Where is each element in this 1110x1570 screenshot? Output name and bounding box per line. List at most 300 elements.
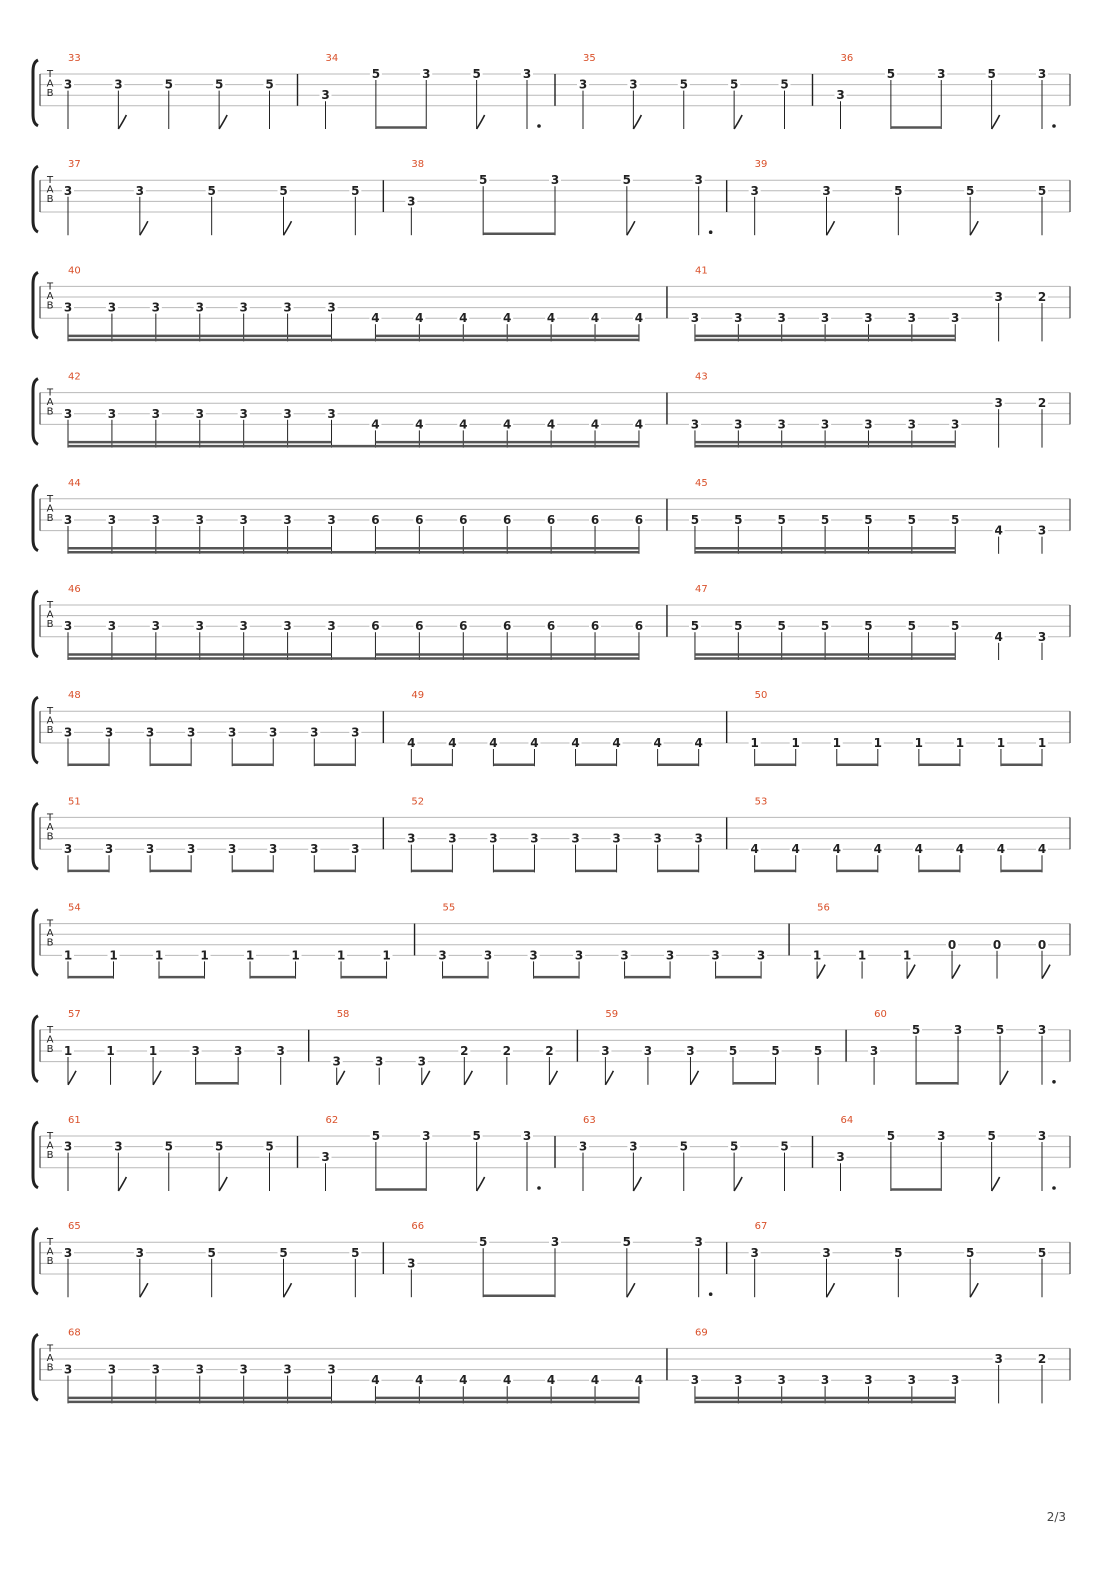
- fret-number: 1: [63, 1044, 73, 1058]
- dotted-rhythm-dot: [1052, 1186, 1056, 1190]
- fret-number: 3: [756, 948, 766, 963]
- tab-clef-letter: A: [46, 609, 54, 621]
- fret-number: 3: [63, 183, 73, 198]
- eighth-flag: [422, 1071, 430, 1085]
- fret-number: 3: [228, 725, 237, 740]
- fret-number: 1: [914, 736, 924, 750]
- fret-number: 3: [448, 831, 457, 846]
- dotted-rhythm-dot: [709, 230, 713, 234]
- system-bracket: [33, 1122, 38, 1188]
- system-bracket: [33, 697, 38, 763]
- fret-number: 3: [310, 842, 319, 857]
- fret-number: 5: [965, 183, 975, 198]
- measure-number: 53: [754, 796, 768, 808]
- fret-number: 4: [415, 417, 424, 432]
- fret-number: 3: [107, 406, 117, 421]
- tab-clef-letter: B: [46, 937, 54, 949]
- fret-number: 6: [590, 619, 600, 634]
- fret-number: 1: [832, 736, 841, 750]
- fret-number: 3: [321, 88, 330, 103]
- dotted-rhythm-dot: [1052, 1080, 1056, 1084]
- fret-number: 4: [694, 736, 703, 750]
- fret-number: 5: [907, 619, 917, 634]
- measure-number: 52: [411, 796, 425, 808]
- fret-number: 1: [154, 948, 164, 963]
- fret-number: 1: [63, 948, 73, 963]
- fret-number: 3: [63, 77, 73, 92]
- fret-number: 5: [207, 1245, 216, 1260]
- dotted-rhythm-dot: [709, 1292, 713, 1296]
- tab-clef-letter: A: [46, 928, 54, 940]
- tab-clef-letter: A: [46, 1140, 54, 1152]
- fret-number: 3: [690, 311, 700, 326]
- fret-number: 4: [955, 842, 965, 857]
- fret-number: 5: [729, 1139, 739, 1154]
- fret-number: 3: [522, 1129, 532, 1143]
- tab-clef-letter: T: [46, 918, 54, 930]
- fret-number: 4: [407, 736, 416, 750]
- fret-number: 5: [351, 183, 360, 198]
- fret-number: 5: [622, 173, 632, 188]
- fret-number: 2: [502, 1044, 512, 1058]
- measure-number: 68: [68, 1327, 81, 1339]
- fret-number: 3: [530, 831, 539, 846]
- fret-number: 4: [873, 842, 882, 857]
- fret-number: 5: [729, 77, 739, 92]
- eighth-flag: [817, 965, 825, 979]
- fret-number: 4: [546, 417, 556, 432]
- fret-number: 3: [276, 1044, 285, 1058]
- measure-number: 46: [68, 584, 81, 595]
- tab-clef-letter: T: [46, 1131, 54, 1142]
- fret-number: 4: [832, 842, 841, 857]
- eighth-flag: [219, 115, 227, 129]
- fret-number: 2: [460, 1044, 469, 1058]
- fret-number: 3: [578, 77, 588, 92]
- fret-number: 3: [63, 842, 73, 857]
- fret-number: 3: [629, 77, 638, 92]
- fret-number: 3: [571, 831, 580, 846]
- fret-number: 3: [63, 725, 73, 740]
- fret-number: 5: [1037, 1245, 1047, 1260]
- eighth-flag: [970, 1283, 978, 1297]
- fret-number: 5: [1037, 183, 1047, 198]
- fret-number: 3: [327, 406, 336, 421]
- fret-number: 5: [777, 513, 786, 527]
- eighth-flag: [605, 1071, 613, 1085]
- fret-number: 5: [265, 77, 274, 92]
- eighth-flag: [284, 221, 292, 235]
- fret-number: 3: [195, 300, 204, 315]
- fret-number: 3: [750, 1245, 759, 1260]
- measure-number: 35: [583, 53, 596, 64]
- fret-number: 3: [994, 396, 1003, 411]
- fret-number: 3: [63, 1362, 73, 1377]
- fret-number: 3: [195, 619, 204, 634]
- fret-number: 3: [1037, 523, 1047, 538]
- fret-number: 5: [164, 77, 173, 92]
- fret-number: 5: [734, 619, 743, 634]
- fret-number: 3: [351, 725, 360, 740]
- tab-clef-letter: B: [46, 512, 54, 524]
- fret-number: 3: [612, 831, 621, 846]
- tab-clef-letter: A: [46, 1246, 54, 1258]
- tab-clef-letter: A: [46, 184, 54, 196]
- eighth-flag: [153, 1071, 161, 1085]
- fret-number: 3: [327, 1362, 336, 1377]
- tab-clef-letter: T: [46, 1237, 54, 1249]
- tab-clef-letter: T: [46, 175, 54, 187]
- fret-number: 1: [791, 736, 800, 750]
- eighth-flag: [337, 1071, 345, 1085]
- fret-number: 3: [407, 194, 416, 209]
- fret-number: 5: [279, 183, 288, 198]
- fret-number: 3: [195, 513, 204, 527]
- eighth-flag: [992, 1177, 1000, 1191]
- fret-number: 3: [864, 311, 873, 326]
- fret-number: 5: [951, 513, 960, 527]
- system-bracket: [33, 910, 38, 976]
- fret-number: 3: [690, 1373, 700, 1388]
- dotted-rhythm-dot: [537, 124, 541, 128]
- fret-number: 5: [777, 619, 786, 634]
- system-bracket: [33, 1334, 38, 1400]
- fret-number: 3: [953, 1022, 963, 1037]
- fret-number: 3: [191, 1044, 200, 1058]
- fret-number: 5: [987, 67, 996, 81]
- measure-number: 43: [694, 371, 708, 383]
- page-number: 2/3: [1046, 1510, 1066, 1524]
- fret-number: 3: [283, 406, 292, 421]
- fret-number: 1: [148, 1044, 158, 1058]
- fret-number: 5: [472, 67, 481, 81]
- measure-number: 59: [605, 1008, 619, 1020]
- fret-number: 3: [1037, 1129, 1047, 1143]
- fret-number: 3: [694, 831, 703, 846]
- fret-number: 5: [351, 1245, 360, 1260]
- fret-number: 3: [694, 1235, 703, 1250]
- fret-number: 4: [546, 1373, 556, 1388]
- fret-number: 3: [283, 1362, 292, 1377]
- eighth-flag: [219, 1177, 227, 1191]
- fret-number: 3: [186, 725, 196, 740]
- fret-number: 4: [996, 842, 1006, 857]
- measure-number: 38: [411, 159, 425, 171]
- fret-number: 3: [327, 513, 336, 527]
- fret-number: 6: [503, 619, 512, 634]
- measure-number: 62: [325, 1115, 339, 1126]
- fret-number: 3: [332, 1054, 341, 1069]
- fret-number: 3: [529, 948, 538, 963]
- measure-number: 34: [325, 53, 339, 64]
- fret-number: 5: [771, 1044, 780, 1058]
- fret-number: 3: [239, 1362, 248, 1377]
- fret-number: 3: [195, 406, 204, 421]
- tab-clef-letter: B: [46, 88, 54, 99]
- eighth-flag: [284, 1283, 292, 1297]
- fret-number: 3: [239, 513, 248, 527]
- eighth-flag: [690, 1071, 698, 1085]
- system-bracket: [33, 485, 38, 551]
- fret-number: 3: [711, 948, 720, 963]
- fret-number: 1: [106, 1044, 115, 1058]
- tab-clef-letter: A: [46, 1352, 54, 1364]
- eighth-flag: [464, 1071, 472, 1085]
- measure-number: 55: [442, 902, 456, 914]
- tab-clef-letter: B: [46, 619, 54, 630]
- measure-number: 47: [694, 584, 708, 595]
- fret-number: 3: [151, 1362, 161, 1377]
- fret-number: 6: [634, 513, 644, 527]
- fret-number: 3: [327, 619, 336, 634]
- measure-number: 42: [68, 371, 81, 383]
- eighth-flag: [1000, 1071, 1008, 1085]
- fret-number: 3: [151, 406, 161, 421]
- measure-number: 56: [817, 902, 830, 914]
- eighth-flag: [952, 965, 960, 979]
- fret-number: 4: [1037, 842, 1047, 857]
- fret-number: 5: [622, 1235, 632, 1250]
- fret-number: 5: [951, 619, 960, 634]
- fret-number: 3: [438, 948, 447, 963]
- fret-number: 3: [114, 1139, 123, 1154]
- fret-number: 3: [994, 290, 1003, 304]
- measure-number: 48: [68, 690, 81, 702]
- fret-number: 3: [186, 842, 196, 857]
- tab-clef-letter: B: [46, 1362, 54, 1374]
- fret-number: 5: [995, 1022, 1005, 1037]
- fret-number: 3: [937, 67, 946, 81]
- tab-clef-letter: A: [46, 1034, 54, 1046]
- fret-number: 4: [634, 311, 644, 326]
- fret-number: 3: [734, 1373, 743, 1388]
- fret-number: 6: [546, 619, 556, 634]
- fret-number: 4: [503, 311, 512, 326]
- fret-number: 4: [448, 736, 457, 750]
- measure-number: 44: [68, 477, 81, 489]
- eighth-flag: [907, 965, 915, 979]
- measure-number: 49: [411, 690, 425, 702]
- fret-number: 3: [550, 1235, 560, 1250]
- fret-number: 5: [780, 77, 789, 92]
- fret-number: 3: [151, 513, 161, 527]
- fret-number: 1: [873, 736, 882, 750]
- fret-number: 5: [164, 1139, 173, 1154]
- eighth-flag: [633, 115, 641, 129]
- fret-number: 4: [415, 1373, 424, 1388]
- tab-clef-letter: T: [46, 600, 54, 611]
- tab-clef-letter: A: [46, 503, 54, 515]
- tab-clef-letter: B: [46, 406, 54, 418]
- fret-number: 5: [894, 183, 903, 198]
- fret-number: 3: [107, 300, 117, 315]
- fret-number: 3: [734, 417, 743, 432]
- fret-number: 3: [907, 311, 917, 326]
- fret-number: 1: [857, 948, 867, 963]
- fret-number: 3: [907, 417, 917, 432]
- tab-clef-letter: B: [46, 831, 54, 843]
- fret-number: 4: [590, 311, 600, 326]
- dotted-rhythm-dot: [1052, 124, 1056, 128]
- fret-number: 5: [279, 1245, 288, 1260]
- fret-number: 3: [283, 513, 292, 527]
- fret-number: 2: [1037, 290, 1047, 304]
- fret-number: 3: [114, 77, 123, 92]
- fret-number: 3: [107, 619, 117, 634]
- fret-number: 3: [63, 1139, 73, 1154]
- fret-number: 3: [239, 406, 248, 421]
- measure-number: 66: [411, 1221, 425, 1233]
- tab-clef-letter: B: [46, 1043, 54, 1055]
- fret-number: 3: [283, 619, 292, 634]
- measure-number: 67: [754, 1221, 768, 1233]
- fret-number: 3: [734, 311, 743, 326]
- tab-clef-letter: T: [46, 69, 54, 80]
- eighth-flag: [477, 1177, 485, 1191]
- tab-clef-letter: B: [46, 1256, 54, 1268]
- tab-clef-letter: B: [46, 1150, 54, 1161]
- fret-number: 3: [686, 1044, 695, 1058]
- fret-number: 3: [1037, 67, 1047, 81]
- fret-number: 1: [996, 736, 1006, 750]
- fret-number: 5: [886, 67, 896, 81]
- fret-number: 4: [371, 311, 380, 326]
- fret-number: 4: [653, 736, 662, 750]
- system-bracket: [33, 60, 38, 126]
- fret-number: 0: [992, 937, 1002, 952]
- fret-number: 0: [1037, 937, 1047, 952]
- fret-number: 5: [911, 1022, 921, 1037]
- fret-number: 4: [634, 417, 644, 432]
- fret-number: 4: [530, 736, 539, 750]
- fret-number: 1: [291, 948, 300, 963]
- fret-number: 3: [239, 300, 248, 315]
- eighth-flag: [827, 1283, 835, 1297]
- tab-clef-letter: A: [46, 397, 54, 409]
- system-bracket: [33, 803, 38, 869]
- fret-number: 5: [820, 513, 830, 527]
- fret-number: 3: [1037, 629, 1047, 644]
- fret-number: 5: [478, 173, 488, 188]
- fret-number: 5: [886, 1129, 896, 1143]
- measure-number: 33: [68, 53, 81, 64]
- fret-number: 3: [690, 417, 700, 432]
- fret-number: 3: [620, 948, 629, 963]
- fret-number: 4: [914, 842, 924, 857]
- fret-number: 5: [214, 1139, 224, 1154]
- fret-number: 3: [63, 513, 73, 527]
- fret-number: 6: [634, 619, 644, 634]
- fret-number: 3: [653, 831, 662, 846]
- fret-number: 5: [265, 1139, 274, 1154]
- fret-number: 5: [813, 1044, 823, 1058]
- fret-number: 5: [679, 77, 688, 92]
- measure-number: 64: [840, 1115, 854, 1126]
- fret-number: 5: [864, 513, 873, 527]
- fret-number: 6: [590, 513, 600, 527]
- tab-clef-letter: T: [46, 706, 54, 718]
- fret-number: 3: [869, 1044, 879, 1058]
- eighth-flag: [1042, 965, 1050, 979]
- fret-number: 5: [679, 1139, 688, 1154]
- fret-number: 3: [1037, 1022, 1047, 1037]
- fret-number: 4: [459, 311, 468, 326]
- measure-number: 51: [68, 796, 81, 808]
- fret-number: 5: [864, 619, 873, 634]
- fret-number: 4: [634, 1373, 644, 1388]
- fret-number: 3: [233, 1044, 243, 1058]
- fret-number: 5: [472, 1129, 481, 1143]
- fret-number: 3: [407, 1256, 416, 1271]
- fret-number: 3: [239, 619, 248, 634]
- system-bracket: [33, 166, 38, 232]
- eighth-flag: [627, 1283, 635, 1297]
- system-bracket: [33, 272, 38, 338]
- fret-number: 2: [545, 1044, 554, 1058]
- fret-number: 3: [327, 300, 336, 315]
- fret-number: 3: [422, 1129, 431, 1143]
- fret-number: 3: [665, 948, 675, 963]
- fret-number: 3: [321, 1150, 330, 1165]
- fret-number: 1: [245, 948, 255, 963]
- fret-number: 3: [151, 300, 161, 315]
- measure-number: 57: [68, 1008, 81, 1020]
- fret-number: 4: [415, 311, 424, 326]
- fret-number: 3: [836, 88, 845, 103]
- fret-number: 5: [907, 513, 917, 527]
- fret-number: 3: [375, 1054, 384, 1069]
- tab-clef-letter: B: [46, 725, 54, 737]
- measure-number: 36: [840, 53, 854, 64]
- eighth-flag: [140, 1283, 148, 1297]
- eighth-flag: [633, 1177, 641, 1191]
- tab-clef-letter: B: [46, 300, 54, 312]
- measure-number: 58: [336, 1008, 350, 1020]
- fret-number: 5: [965, 1245, 975, 1260]
- eighth-flag: [992, 115, 1000, 129]
- fret-number: 4: [546, 311, 556, 326]
- fret-number: 3: [195, 1362, 204, 1377]
- eighth-flag: [549, 1071, 557, 1085]
- fret-number: 3: [63, 406, 73, 421]
- fret-number: 3: [937, 1129, 946, 1143]
- fret-number: 4: [459, 1373, 468, 1388]
- fret-number: 4: [371, 1373, 380, 1388]
- eighth-flag: [827, 221, 835, 235]
- fret-number: 1: [750, 736, 759, 750]
- fret-number: 1: [382, 948, 391, 963]
- fret-number: 2: [1037, 396, 1047, 411]
- fret-number: 6: [415, 619, 424, 634]
- fret-number: 3: [104, 842, 114, 857]
- fret-number: 3: [820, 417, 830, 432]
- fret-number: 3: [522, 67, 532, 81]
- fret-number: 3: [351, 842, 360, 857]
- fret-number: 4: [503, 1373, 512, 1388]
- fret-number: 3: [422, 67, 431, 81]
- fret-number: 5: [207, 183, 216, 198]
- fret-number: 3: [777, 417, 786, 432]
- fret-number: 3: [63, 1245, 73, 1260]
- fret-number: 6: [459, 619, 468, 634]
- dotted-rhythm-dot: [537, 1186, 541, 1190]
- eighth-flag: [477, 115, 485, 129]
- fret-number: 3: [135, 1245, 145, 1260]
- fret-number: 1: [955, 736, 965, 750]
- fret-number: 5: [894, 1245, 903, 1260]
- measure-number: 54: [68, 902, 81, 914]
- tab-clef-letter: T: [46, 1343, 54, 1355]
